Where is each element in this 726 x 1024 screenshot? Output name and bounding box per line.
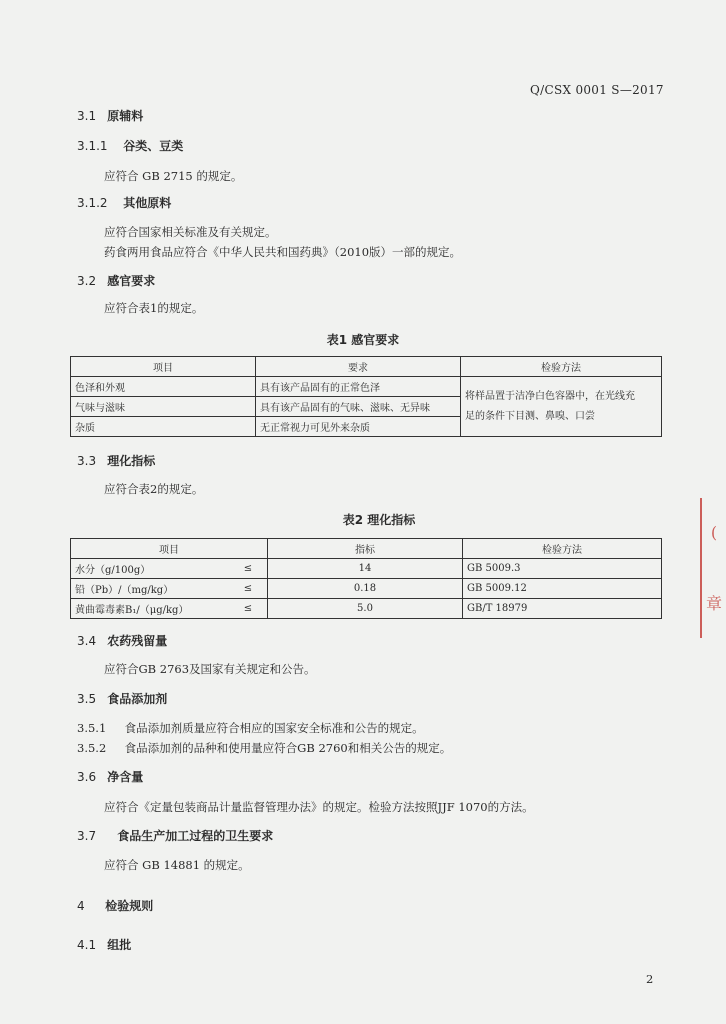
section-title: 食品生产加工过程的卫生要求 xyxy=(117,829,274,843)
requirement-cell: 具有该产品固有的正常色泽 xyxy=(256,377,461,397)
item-cell: 杂质 xyxy=(71,417,256,437)
stamp-char: ( xyxy=(710,522,718,542)
method-line: 足的条件下目测、鼻嗅、口尝 xyxy=(465,410,595,422)
section-3-1-heading xyxy=(77,107,143,124)
paragraph: 应符合国家相关标准及有关规定。 xyxy=(104,225,277,239)
clause-text: 食品添加剂质量应符合相应的国家安全标准和公告的规定。 xyxy=(124,721,424,735)
section-number: 3.7 xyxy=(77,829,97,843)
section-4-1-heading xyxy=(77,936,131,953)
red-seal-stamp xyxy=(700,498,726,638)
value-cell: 5.0 xyxy=(268,599,463,619)
clause-number: 3.5.2 xyxy=(77,741,107,755)
standard-number: Q/CSX 0001 S—2017 xyxy=(530,83,664,97)
paragraph: 应符合 GB 14881 的规定。 xyxy=(104,858,250,872)
header-cell: 指标 xyxy=(268,539,463,559)
method-cell: GB/T 18979 xyxy=(463,599,662,619)
item-cell: 气味与滋味 xyxy=(71,397,256,417)
item-cell: 色泽和外观 xyxy=(71,377,256,397)
item-cell: 水分（g/100g） xyxy=(71,559,230,579)
section-number: 4 xyxy=(77,899,85,913)
section-number: 3.2 xyxy=(77,274,97,288)
page-number: 2 xyxy=(646,972,654,986)
method-line: 将样品置于洁净白色容器中，在光线充 xyxy=(465,390,635,402)
item-cell: 铅（Pb）/（mg/kg） xyxy=(71,579,230,599)
requirement-cell: 无正常视力可见外来杂质 xyxy=(256,417,461,437)
section-title: 检验规则 xyxy=(105,899,154,913)
table-2-caption: 表2 理化指标 xyxy=(342,513,416,527)
section-number: 3.5 xyxy=(77,692,97,706)
section-number: 4.1 xyxy=(77,938,97,952)
table-row xyxy=(71,579,662,599)
item-cell: 黄曲霉毒素B₁/（μg/kg） xyxy=(71,599,230,619)
header-cell: 项目 xyxy=(71,539,268,559)
section-3-1-2-heading xyxy=(77,194,171,211)
table-1-sensory xyxy=(70,356,662,437)
clause-text: 食品添加剂的品种和使用量应符合GB 2760和相关公告的规定。 xyxy=(124,741,452,755)
paragraph: 应符合《定量包装商品计量监督管理办法》的规定。检验方法按照JJF 1070的方法。 xyxy=(104,800,534,814)
table-2-physicochemical xyxy=(70,538,662,619)
paragraph: 应符合表2的规定。 xyxy=(104,482,204,496)
section-3-1-1-heading xyxy=(77,137,183,154)
section-number: 3.3 xyxy=(77,454,97,468)
clause-3-5-1 xyxy=(77,720,424,736)
section-title: 感官要求 xyxy=(107,274,156,288)
section-title: 农药残留量 xyxy=(107,634,168,648)
section-4-heading xyxy=(77,897,153,914)
clause-3-5-2 xyxy=(77,740,451,756)
section-title: 理化指标 xyxy=(107,454,156,468)
value-cell: 14 xyxy=(268,559,463,579)
clause-number: 3.5.1 xyxy=(77,721,107,735)
section-number: 3.1.1 xyxy=(77,139,108,153)
table-1-caption: 表1 感官要求 xyxy=(326,333,400,347)
section-number: 3.1.2 xyxy=(77,196,108,210)
table-row xyxy=(71,599,662,619)
table-header-row xyxy=(71,539,662,559)
section-3-5-heading xyxy=(77,690,167,707)
section-number: 3.1 xyxy=(77,109,97,123)
table-row xyxy=(71,377,662,397)
paragraph: 应符合 GB 2715 的规定。 xyxy=(104,169,243,183)
value-cell: 0.18 xyxy=(268,579,463,599)
section-3-3-heading xyxy=(77,452,155,469)
section-3-6-heading xyxy=(77,768,143,785)
section-number: 3.6 xyxy=(77,770,97,784)
stamp-char: 章 xyxy=(705,593,722,613)
section-3-7-heading xyxy=(77,827,273,844)
table-row xyxy=(71,559,662,579)
method-cell: GB 5009.3 xyxy=(463,559,662,579)
section-title: 其他原料 xyxy=(123,196,172,210)
paragraph: 应符合表1的规定。 xyxy=(104,301,204,315)
method-cell xyxy=(461,377,662,437)
paragraph: 应符合GB 2763及国家有关规定和公告。 xyxy=(104,662,316,676)
operator-cell: ≤ xyxy=(229,599,268,619)
header-cell: 项目 xyxy=(71,357,256,377)
paragraph: 药食两用食品应符合《中华人民共和国药典》（2010版）一部的规定。 xyxy=(104,245,462,259)
operator-cell: ≤ xyxy=(229,579,268,599)
section-title: 原辅料 xyxy=(107,109,144,123)
table-header-row xyxy=(71,357,662,377)
requirement-cell: 具有该产品固有的气味、滋味、无异味 xyxy=(256,397,461,417)
header-cell: 要求 xyxy=(256,357,461,377)
section-number: 3.4 xyxy=(77,634,97,648)
section-title: 组批 xyxy=(107,938,132,952)
section-title: 食品添加剂 xyxy=(107,692,168,706)
header-cell: 检验方法 xyxy=(461,357,662,377)
section-title: 净含量 xyxy=(107,770,144,784)
method-cell: GB 5009.12 xyxy=(463,579,662,599)
operator-cell: ≤ xyxy=(229,559,268,579)
section-3-4-heading xyxy=(77,632,167,649)
header-cell: 检验方法 xyxy=(463,539,662,559)
section-3-2-heading xyxy=(77,272,155,289)
section-title: 谷类、豆类 xyxy=(123,139,184,153)
